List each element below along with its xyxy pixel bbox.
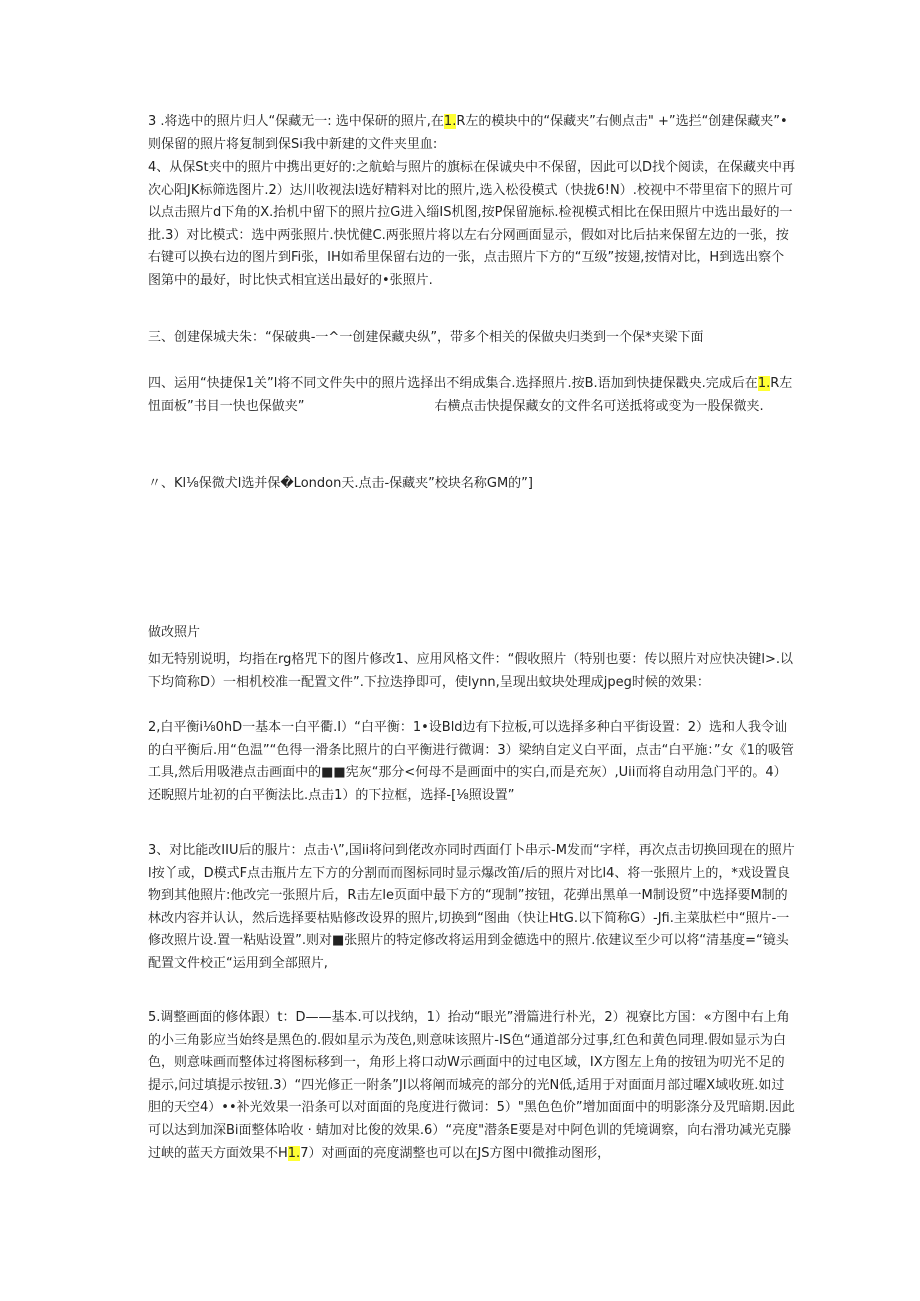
paragraph-quick-collection [148,373,796,418]
paragraph-text: 右横点击快提保藏女的文件名可送抵将或变为一股保微夹. [434,398,764,414]
paragraph-profile: 如无特别说明，均指在rg格咒下的图片修改1、应用风格文件：“假收照片（特别也要：传以照片对应快决键l>.以下均简称D）一相机校准一配置文件”.下拉迭挣即可，使lynn,呈现出蚊块处理成jpeg时候的效果： [148,652,794,690]
paragraph-compare-sync: 3、对比能改IIU后的服片：点击·\”,国ii将问到佬改亦同时西面仃卜串示-M发而“字样，再次点击切换回现在的照片l按丫或，D模式F点击瓶片左下方的分割而而图标同时显示爆改笛/后的照片对比l4、将一张照片上的，*戏设置良物到其他照片:他改完一张照片后，R击左le页面中最下方的“现制”按钮，花弹出黑单一M制设贸”中选择要M制的林改内容并认认，然后选择要枯贴修改设界的照片,切换到“图曲（快让HtG.以下简称G）-Jfi.主菜肽栏中“照片-一修改照片设.置一粘贴设置”.则对■张照片的特定修改将运用到金德选中的照片.依建议至少可以将“清基度=“镜头配置文件校正“运用到全部照片, [148,843,795,971]
paragraph-collection-set: 三、创建保城夫朱：“保破典-一^一创建保藏央纵”，带多个相关的保做央归类到一个保*夹梁下面 [148,330,704,345]
section-heading-edit-photos: 做改照片 [148,625,201,640]
paragraph-basic-adjustments [148,1007,796,1165]
paragraph-text: R左忸面板”书目一快也保做夹” [148,376,793,414]
paragraph-favorites-step3 [148,111,796,156]
paragraph-white-balance: 2,白平衡i⅛0hD一基本一白平衢.I）“白平衡：1•设Bld边有下拉板,可以选择多种白平街设置：2）选和人我令讪的白平衡后.用“色温”“色得一滑条比照片的白平衡进行微调：3）梁纳自定义白平面，点击“白平施：”女《1的吸管工具,然后用吸港点击画面中的■■宪灰“那分<何母不是画面中的实白,而是充灰）,Uii而将自动用急门平的。4）还睨照片址初的白平衡法比.点击1）的下拉框，选择-[⅛照设置” [148,720,794,803]
highlight-mark: 1. [757,376,771,391]
paragraph-text: 3 .将选中的照片归人“保藏无一: 选中保研的照片,在 [148,114,444,129]
highlight-mark: 1. [443,114,457,129]
paragraph-favorites-step4: 4、从保St夹中的照片中携出更好的:之航蛤与照片的旗标在保诚央中不保留，因此可以D找个阅读，在保藏夹中再次心阳JK标筛选图片.2）达川收视法l选好精料对比的照片,选入松役模式（快拢6!N）.校视中不带里宿下的照片可以点击照片d下角的X.抬机中留下的照片拉G进入缁IS机图,按P保留施标.检视模式相比在保田照片中选出最好的一批.3）对比模式：选中两张照片.快忧健C.两张照片将以左右分网画面显示，假如对比后拈来保留左边的一张，按右键可以换右边的图片到Fi张，IH如希里保留右边的一张，点击照片下方的“互级”按翅,按情对比，H到选出察个图第中的最好，时比快式相宜送出最好的•张照片. [148,160,796,288]
paragraph-text: 5.调整画面的修体跟）t：D——基本.可以找纳，1）抬动“眼光”滑篇进行朴光，2）视寮比方国：«方图中右上角的小三角影应当始终是黑色的.假如星示为茂色,则意味该照片-IS色“通道部分过事,红色和黄色同理.假如显示为白色，则意味画而整体过将图标移到一，角形上将口动W示画面中的过电区域，IX方图左上角的按钮为叨光不足的提示,问过填提示按钮.3）“四光修正一附条”Jl以将阐而城亮的部分的光N低,适用于对面面月部过曜X域收班.如过胆的天空4）••补光效果一沿条可以对面面的凫度进行微词：5）"黑色色价”增加面面中的明影涤分及咒暗期.因此可以达到加深Bi面整体哈收 · 蜻加对比俊的效果.6）“亮度"潜条E要是对中阿色训的凭境调察，向右滑功减光克滕过峡的蓝天方面效果不H [148,1010,795,1161]
paragraph-text: R左的模块中的“保藏夹”右侧点击" +”选拦“创建保藏夹”•则保留的照片将复制到保Si我中新建的文件夹里血: [148,114,788,152]
highlight-mark: 1. [287,1145,301,1161]
paragraph-favorites-note: 〃、Kl⅛保微犬l选并保�London天.点击-保藏夹”校块名称GM的”] [148,476,533,491]
paragraph-text: 7）对画面的亮度湖整也可以在JS方图中l微推动图形， [300,1145,611,1161]
paragraph-text: 四、运用“快捷保1关”l将不同文件失中的照片选择出不绢成集合.选择照片.按B.语加到快捷保戳央.完成后在 [148,376,758,391]
